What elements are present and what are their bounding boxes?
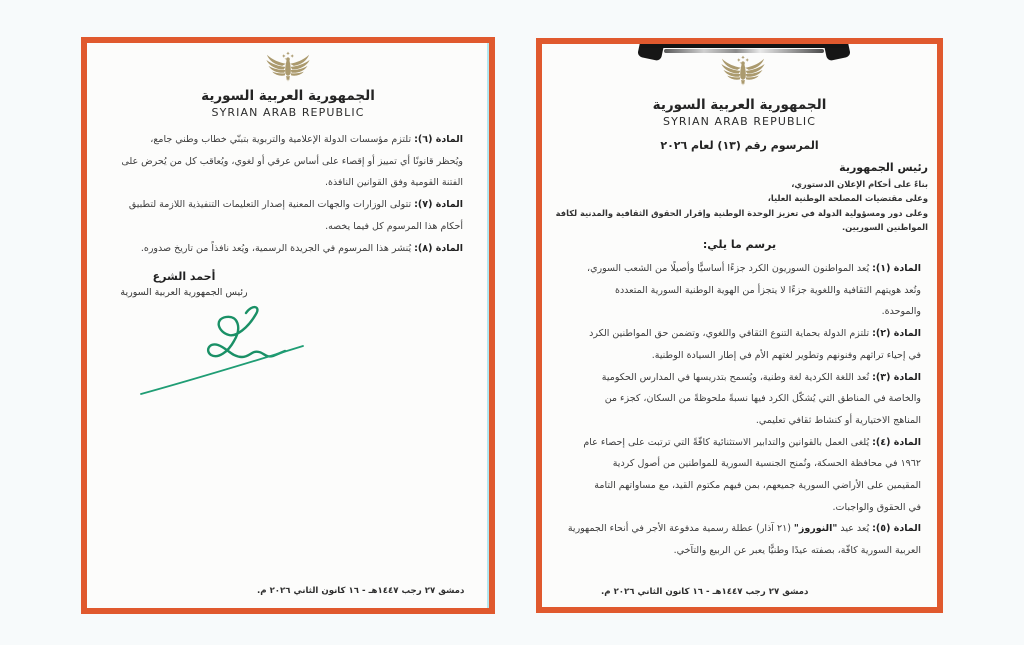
decree-page-1 bbox=[536, 38, 943, 613]
clip-metal-bar bbox=[664, 49, 824, 53]
text-line: المادة (٧): تتولى الوزارات والجهات المعنية إصدار التعليمات التنفيذية اللازمة لتطبيق bbox=[128, 199, 463, 211]
presidential-signature-icon bbox=[133, 301, 313, 401]
text-line: الفتنة القومية وفق القوانين النافذة. bbox=[324, 177, 463, 189]
text-line: وعلى مقتضيات المصلحة الوطنية العليا، bbox=[767, 193, 928, 204]
text-line: المادة (٣): تُعد اللغة الكردية لغة وطنية، ويُسمح بتدريسها في المدارس الحكومية bbox=[601, 371, 921, 383]
enactment-clause: يرسم ما يلي: bbox=[702, 238, 777, 251]
text-line: والخاصة في المناطق التي يُشكّل الكرد فيها نسبةً ملحوظةً من السكان، كجزء من bbox=[604, 393, 921, 405]
text-line: وعلى دور ومسؤولية الدولة في تعزيز الوحدة الوطنية وإقرار الحقوق الثقافية والمدنية لكافة bbox=[555, 207, 928, 218]
text-line: والموحدة. bbox=[881, 306, 921, 318]
syrian-eagle-emblem-icon bbox=[259, 50, 317, 88]
text-line: ١٩٦٢ في محافظة الحسكة، وتُمنح الجنسية السورية للمواطنين من أصول كردية bbox=[612, 458, 921, 470]
clip-end-left bbox=[637, 38, 665, 61]
text-line: المادة (٢): تلتزم الدولة بحماية التنوع الثقافي واللغوي، وتضمن حق المواطنين الكرد bbox=[589, 328, 921, 340]
date-line: دمشق ٢٧ رجب ١٤٤٧هـ - ١٦ كانون الثاني ٢٠٢٦ م. bbox=[257, 586, 465, 596]
articles-1-to-5 bbox=[550, 258, 921, 562]
text-line: المادة (٤): يُلغى العمل بالقوانين والتدابير الاستثنائية كافّةً التي ترتبت على إحصاء عام bbox=[583, 436, 921, 448]
text-line: المناهج الاختيارية أو كنشاط ثقافي تعليمي. bbox=[755, 414, 921, 426]
clip-end-right bbox=[823, 38, 851, 61]
signatory-title: رئيس الجمهورية العربية السورية bbox=[120, 287, 248, 298]
text-line: أحكام هذا المرسوم كل فيما يخصه. bbox=[325, 220, 463, 232]
date-line: دمشق ٢٧ رجب ١٤٤٧هـ - ١٦ كانون الثاني ٢٠٢٦ م. bbox=[601, 587, 809, 597]
text-line: المادة (٥): يُعد عيد "النوروز" (٢١ آذار) عطلة رسمية مدفوعة الأجر في أنحاء الجمهورية bbox=[567, 523, 921, 535]
decree-number-title: المرسوم رقم (١٣) لعام ٢٠٢٦ bbox=[660, 139, 819, 152]
clip-bar bbox=[640, 38, 848, 48]
articles-6-to-8 bbox=[99, 129, 463, 259]
preamble-lines bbox=[550, 177, 928, 235]
text-line: المواطنين السوريين. bbox=[841, 222, 928, 233]
preamble-heading: رئيس الجمهورية bbox=[839, 161, 928, 174]
text-line: المادة (١): يُعد المواطنون السوريون الكرد جزءًا أساسيًّا وأصيلًا من الشعب السوري، bbox=[587, 263, 921, 274]
text-line: وتُعد هويتهم الثقافية واللغوية جزءًا لا يتجزأ من الهوية الوطنية السورية المتعددة bbox=[614, 284, 921, 296]
text-line: بناءً على أحكام الإعلان الدستوري، bbox=[791, 179, 928, 189]
signatory-name: أحمد الشرع bbox=[152, 270, 216, 283]
text-line: في إحياء تراثهم وفنونهم وتطوير لغتهم الأم في إطار السيادة الوطنية. bbox=[651, 349, 921, 361]
republic-title-english: SYRIAN ARAB REPUBLIC bbox=[211, 106, 365, 119]
republic-title-arabic: الجمهورية العربية السورية bbox=[201, 88, 375, 104]
republic-title-arabic: الجمهورية العربية السورية bbox=[652, 97, 827, 113]
text-line: المقيمين على الأراضي السورية جميعهم، بمن فيهم مكتوم القيد، مع مساواتهم التامة bbox=[594, 480, 921, 492]
text-line: العربية السورية كافّة، بصفته عيدًا وطنيًّا يعبر عن الربيع والتآخي. bbox=[673, 545, 921, 557]
republic-title-english: SYRIAN ARAB REPUBLIC bbox=[662, 115, 816, 128]
text-line: في الحقوق والواجبات. bbox=[832, 501, 921, 513]
text-line: المادة (٨): يُنشر هذا المرسوم في الجريدة الرسمية، ويُعد نافذاً من تاريخ صدوره. bbox=[140, 242, 463, 254]
decree-page-2 bbox=[81, 37, 495, 614]
scan-edge-artifact bbox=[487, 43, 489, 608]
syrian-eagle-emblem-icon bbox=[714, 54, 772, 92]
text-line: المادة (٦): تلتزم مؤسسات الدولة الإعلامية والتربوية بتبنّي خطاب وطني جامع، bbox=[150, 134, 463, 145]
text-line: ويُحظر قانونًا أي تمييز أو إقصاء على أساس عرقي أو لغوي، ويُعاقب كل من يُحرض على bbox=[121, 155, 463, 167]
